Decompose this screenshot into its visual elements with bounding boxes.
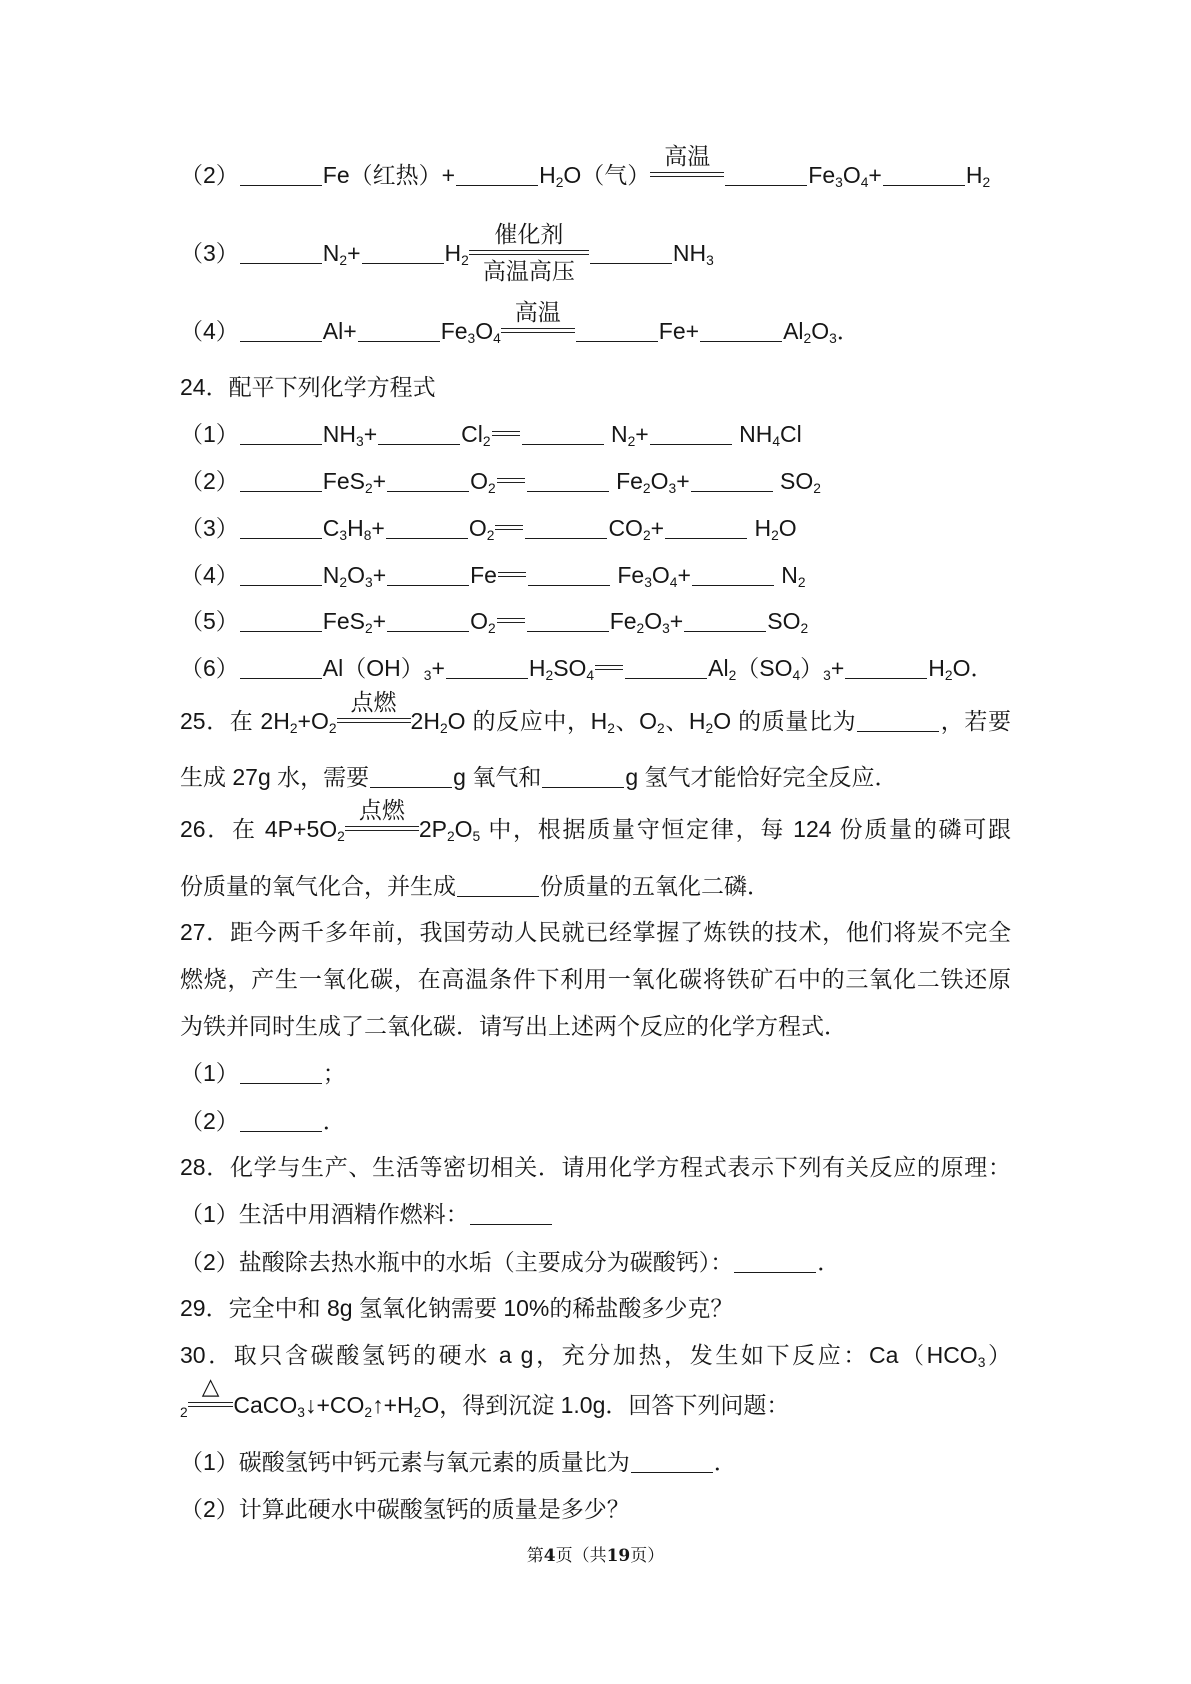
text-line (180, 512, 1011, 544)
text-run: + (635, 421, 649, 447)
text-run: （3） (180, 240, 239, 266)
text-run: O． (952, 655, 994, 681)
subscript: 2 (705, 720, 714, 736)
subscript: 2 (328, 720, 337, 736)
text-run: （2）盐酸除去热水瓶中的水垢（主要成分为碳酸钙）： (180, 1249, 734, 1275)
text-run: O (454, 816, 473, 842)
reaction-condition (188, 1373, 234, 1421)
text-line (180, 1446, 1011, 1478)
text-run: （1） (180, 1060, 239, 1086)
text-run: （5） (180, 608, 239, 634)
text-run: O，得到沉淀 1.0g．回答下列问题： (421, 1392, 790, 1418)
text-run: + (363, 421, 378, 447)
text-run: 份质量的氧气化合，并生成 (180, 873, 456, 899)
text-run: 、O (614, 708, 658, 734)
answer-blank (527, 631, 609, 632)
text-run: H (748, 515, 772, 541)
subscript: 3 (977, 1354, 986, 1370)
subscript: 2 (180, 1404, 188, 1420)
text-line (180, 559, 1011, 591)
condition-label: 高温 (664, 143, 711, 170)
reaction-condition (345, 797, 419, 845)
subscript: 2 (486, 527, 495, 543)
subscript: 2 (439, 720, 448, 736)
text-run: O（气） (563, 162, 651, 188)
reaction-condition (501, 299, 575, 347)
subscript: 3 (365, 574, 373, 590)
text-run: Fe (609, 608, 637, 634)
subscript: 2 (982, 174, 991, 190)
subscript: 2 (488, 480, 496, 496)
text-run: ； (322, 1060, 346, 1086)
equals-sign (498, 572, 526, 577)
subscript: 3 (467, 330, 476, 346)
answer-blank (240, 1131, 322, 1132)
text-run: 第 (526, 1546, 544, 1566)
text-run: Fe (470, 562, 497, 588)
subscript: 2 (289, 720, 298, 736)
text-line (180, 916, 1011, 948)
text-line (180, 652, 1011, 684)
text-run: O 的质量比为 (713, 708, 857, 734)
answer-blank (625, 678, 707, 679)
answer-blank (684, 631, 766, 632)
text-run: O (347, 562, 365, 588)
text-line (180, 1057, 1011, 1089)
text-run: ↑+H (372, 1392, 414, 1418)
text-line (180, 797, 1012, 845)
text-run: H (528, 655, 546, 681)
answer-blank (240, 1083, 322, 1084)
text-run: （2）计算此硬水中碳酸氢钙的质量是多少？ (180, 1496, 630, 1522)
subscript: 2 (944, 667, 953, 683)
answer-blank (700, 341, 782, 342)
text-run: ． (836, 318, 860, 344)
answer-blank (631, 1472, 713, 1473)
text-run: Fe (440, 318, 468, 344)
equals-sign (497, 478, 525, 483)
text-run: N (322, 562, 340, 588)
subscript: 2 (337, 828, 345, 844)
subscript: 2 (488, 620, 496, 636)
text-run: SO (773, 468, 814, 494)
subscript: 3 (662, 620, 670, 636)
text-run: + (676, 468, 690, 494)
text-run: Fe (609, 468, 643, 494)
answer-blank (725, 185, 807, 186)
condition-sublabel: 高温高压 (482, 257, 575, 284)
subscript: 4 (493, 330, 501, 346)
subscript: 2 (797, 574, 806, 590)
condition-label: 催化剂 (494, 221, 564, 248)
text-run: 26．在 4P+5O (180, 816, 338, 842)
answer-blank (470, 1224, 552, 1225)
text-run: + (372, 562, 387, 588)
text-run: （3） (180, 515, 239, 541)
text-run: （1） (180, 421, 239, 447)
text-run: （6） (180, 655, 239, 681)
answer-blank (527, 491, 609, 492)
answer-blank (576, 341, 658, 342)
text-run: 30．取只含碳酸氢钙的硬水 a g，充分加热，发生如下反应：Ca（HCO (180, 1342, 978, 1368)
text-run: g 氧气和 (453, 764, 542, 790)
text-run: SO (553, 655, 587, 681)
text-run: 份质量的五氧化二磷． (540, 873, 770, 899)
equals-sign (495, 525, 523, 530)
condition-label: 点燃 (350, 689, 397, 716)
text-run: NH (672, 240, 707, 266)
text-run: SO (767, 608, 801, 634)
answer-blank (456, 185, 538, 186)
text-run: ） (985, 1342, 1011, 1368)
text-run: 中，根据质量守恒定律，每 124 份质量的磷可跟 (480, 816, 1012, 842)
text-run: （2） (180, 1108, 239, 1134)
text-run: 2H (410, 708, 440, 734)
text-run: 24．配平下列化学方程式 (180, 374, 436, 400)
subscript: 2 (636, 620, 645, 636)
text-run: 、H (664, 708, 706, 734)
answer-blank (665, 538, 747, 539)
subscript: 2 (446, 828, 455, 844)
subscript: 3 (829, 330, 837, 346)
answer-blank (387, 491, 469, 492)
subscript: 3 (297, 1404, 305, 1420)
text-run: 为铁并同时生成了二氧化碳．请写出上述两个反应的化学方程式． (180, 1013, 847, 1039)
answer-blank (370, 787, 452, 788)
text-run: （4） (180, 318, 239, 344)
subscript: 5 (472, 828, 481, 844)
subscript: 2 (803, 330, 812, 346)
text-run: C (322, 515, 340, 541)
text-run: NH (732, 421, 773, 447)
text-run: （4） (180, 562, 239, 588)
text-run: O (842, 162, 861, 188)
text-line (180, 1493, 1011, 1525)
equals-sign (497, 618, 525, 623)
text-run: ． (817, 1249, 841, 1275)
text-line (180, 1105, 1011, 1137)
subscript: 2 (642, 480, 651, 496)
answer-blank (240, 185, 322, 186)
answer-blank (378, 444, 460, 445)
subscript: 2 (627, 433, 636, 449)
text-run: Al (708, 655, 729, 681)
text-run: + (372, 468, 387, 494)
reaction-condition (469, 221, 589, 284)
answer-blank (522, 444, 604, 445)
subscript: 2 (413, 1404, 422, 1420)
text-run: + (650, 515, 665, 541)
text-run: 页） (630, 1546, 665, 1566)
answer-blank (240, 585, 322, 586)
subscript: 2 (813, 480, 821, 496)
text-run: 25．在 2H (180, 708, 290, 734)
text-run: 燃烧，产生一氧化碳，在高温条件下利用一氧化碳将铁矿石中的三氧化二铁还原 (180, 966, 1011, 992)
subscript: 8 (363, 527, 372, 543)
text-run: N (604, 421, 628, 447)
text-line (180, 371, 1011, 403)
answer-blank (387, 631, 469, 632)
text-run: g 氢气才能恰好完全反应． (625, 764, 898, 790)
subscript: 3 (423, 667, 432, 683)
subscript: 2 (461, 252, 469, 268)
text-run: NH (322, 421, 357, 447)
answer-blank (387, 585, 469, 586)
subscript: 4 (860, 174, 869, 190)
text-run: Cl (461, 421, 483, 447)
subscript: 4 (772, 433, 781, 449)
subscript: 3 (356, 433, 364, 449)
text-run: Fe+ (658, 318, 700, 344)
text-run: H (928, 655, 945, 681)
subscript: 2 (728, 667, 737, 683)
subscript: 2 (771, 527, 779, 543)
text-run: Fe（红热）+ (322, 162, 456, 188)
text-run: Al（OH） (322, 655, 424, 681)
text-line (180, 1373, 1011, 1421)
text-run: ） (800, 655, 824, 681)
text-run: + (347, 240, 361, 266)
subscript: 2 (339, 574, 348, 590)
answer-blank (240, 678, 322, 679)
subscript: 2 (555, 174, 564, 190)
text-run: 28．化学与生产、生活等密切相关．请用化学方程式表示下列有关反应的原理： (180, 1154, 1011, 1180)
text-line (180, 605, 1011, 637)
text-run: O (475, 318, 494, 344)
text-line (180, 1010, 1011, 1042)
condition-label: 点燃 (358, 797, 405, 824)
answer-blank (240, 491, 322, 492)
text-line (180, 761, 1011, 793)
text-run: 27．距今两千多年前，我国劳动人民就已经掌握了炼铁的技术，他们将炭不完全 (180, 919, 1011, 945)
text-line (180, 418, 1011, 450)
text-line (180, 1246, 1011, 1278)
text-run: + (830, 655, 845, 681)
answer-blank (542, 787, 624, 788)
answer-blank (692, 585, 774, 586)
answer-blank (845, 678, 927, 679)
page-number: 4 (543, 1546, 556, 1566)
text-run: Al (783, 318, 804, 344)
answer-blank (240, 538, 322, 539)
text-line (180, 1292, 1011, 1324)
equals-sign (492, 431, 520, 436)
text-run: + (371, 515, 385, 541)
text-run: H (347, 515, 364, 541)
subscript: 2 (545, 667, 554, 683)
text-run: CO (608, 515, 643, 541)
text-run: O (468, 515, 487, 541)
text-run: Cl (780, 421, 802, 447)
subscript: 2 (364, 1404, 373, 1420)
answer-blank (734, 1272, 816, 1273)
text-line (180, 221, 1011, 284)
subscript: 2 (657, 720, 665, 736)
text-run: O (650, 468, 669, 494)
subscript: 2 (800, 620, 809, 636)
text-run: N (774, 562, 798, 588)
text-run: （SO (736, 655, 793, 681)
text-run: + (372, 608, 387, 634)
answer-blank (691, 491, 773, 492)
text-line (180, 1151, 1011, 1183)
text-line (180, 1339, 1011, 1371)
text-run: Fe (808, 162, 836, 188)
answer-blank (883, 185, 965, 186)
text-line (180, 870, 1011, 902)
text-run: + (677, 562, 691, 588)
equals-sign (595, 665, 623, 670)
text-run: （2） (180, 162, 239, 188)
text-run: O (811, 318, 830, 344)
reaction-condition (337, 689, 411, 737)
text-run: （2） (180, 468, 239, 494)
reaction-condition (650, 143, 724, 191)
text-run: Al+ (322, 318, 357, 344)
text-run: 29．完全中和 8g 氢氧化钠需要 10%的稀盐酸多少克？ (180, 1295, 734, 1321)
text-line (180, 963, 1011, 995)
subscript: 4 (669, 574, 678, 590)
text-run: ↓+CO (304, 1392, 365, 1418)
subscript: 3 (644, 574, 652, 590)
answer-blank (386, 538, 468, 539)
subscript: 3 (706, 252, 714, 268)
text-line (180, 299, 1011, 347)
subscript: 3 (339, 527, 348, 543)
text-run: O (651, 562, 670, 588)
answer-blank (362, 263, 444, 264)
subscript: 3 (823, 667, 831, 683)
answer-blank (650, 444, 732, 445)
text-run: （1）生活中用酒精作燃料： (180, 1201, 469, 1227)
text-run: （1）碳酸氢钙中钙元素与氧元素的质量比为 (180, 1449, 630, 1475)
page-footer (0, 1544, 1191, 1568)
text-run: FeS (322, 468, 365, 494)
subscript: 2 (482, 433, 491, 449)
subscript: 2 (607, 720, 615, 736)
text-run: + (431, 655, 445, 681)
text-run: O (470, 468, 488, 494)
answer-blank (857, 731, 939, 732)
text-run: +O (297, 708, 329, 734)
text-run: ． (713, 1449, 737, 1475)
text-line (180, 143, 1011, 191)
text-line (180, 689, 1012, 737)
subscript: 4 (586, 667, 595, 683)
text-run: O (470, 608, 488, 634)
answer-blank (528, 585, 610, 586)
subscript: 4 (792, 667, 801, 683)
answer-blank (590, 263, 672, 264)
text-run: ． (322, 1108, 346, 1134)
subscript: 2 (364, 620, 373, 636)
text-run: H (539, 162, 556, 188)
condition-label: 高温 (514, 299, 561, 326)
answer-blank (240, 631, 322, 632)
text-run: 生成 27g 水，需要 (180, 764, 370, 790)
answer-blank (457, 896, 539, 897)
answer-blank (240, 444, 322, 445)
text-run: O 的反应中，H (447, 708, 608, 734)
text-run: + (669, 608, 684, 634)
text-line (180, 1198, 1011, 1230)
text-run: FeS (322, 608, 365, 634)
text-run: O (644, 608, 663, 634)
text-run: N (322, 240, 340, 266)
text-run: H (444, 240, 462, 266)
answer-blank (446, 678, 528, 679)
text-run: H (965, 162, 983, 188)
condition-label: △ (201, 1373, 220, 1400)
answer-blank (240, 263, 322, 264)
text-line (180, 465, 1011, 497)
subscript: 2 (339, 252, 348, 268)
page-number: 19 (606, 1546, 631, 1566)
subscript: 3 (835, 174, 843, 190)
text-run: 2P (418, 816, 447, 842)
text-run: CaCO (233, 1392, 298, 1418)
subscript: 2 (642, 527, 651, 543)
subscript: 3 (668, 480, 677, 496)
subscript: 2 (364, 480, 373, 496)
answer-blank (358, 341, 440, 342)
answer-blank (525, 538, 607, 539)
text-run: ，若要 (940, 708, 1012, 734)
text-run: 页（共 (555, 1546, 607, 1566)
text-run: Fe (610, 562, 645, 588)
text-run: + (868, 162, 882, 188)
text-run: O (778, 515, 797, 541)
answer-blank (240, 341, 322, 342)
